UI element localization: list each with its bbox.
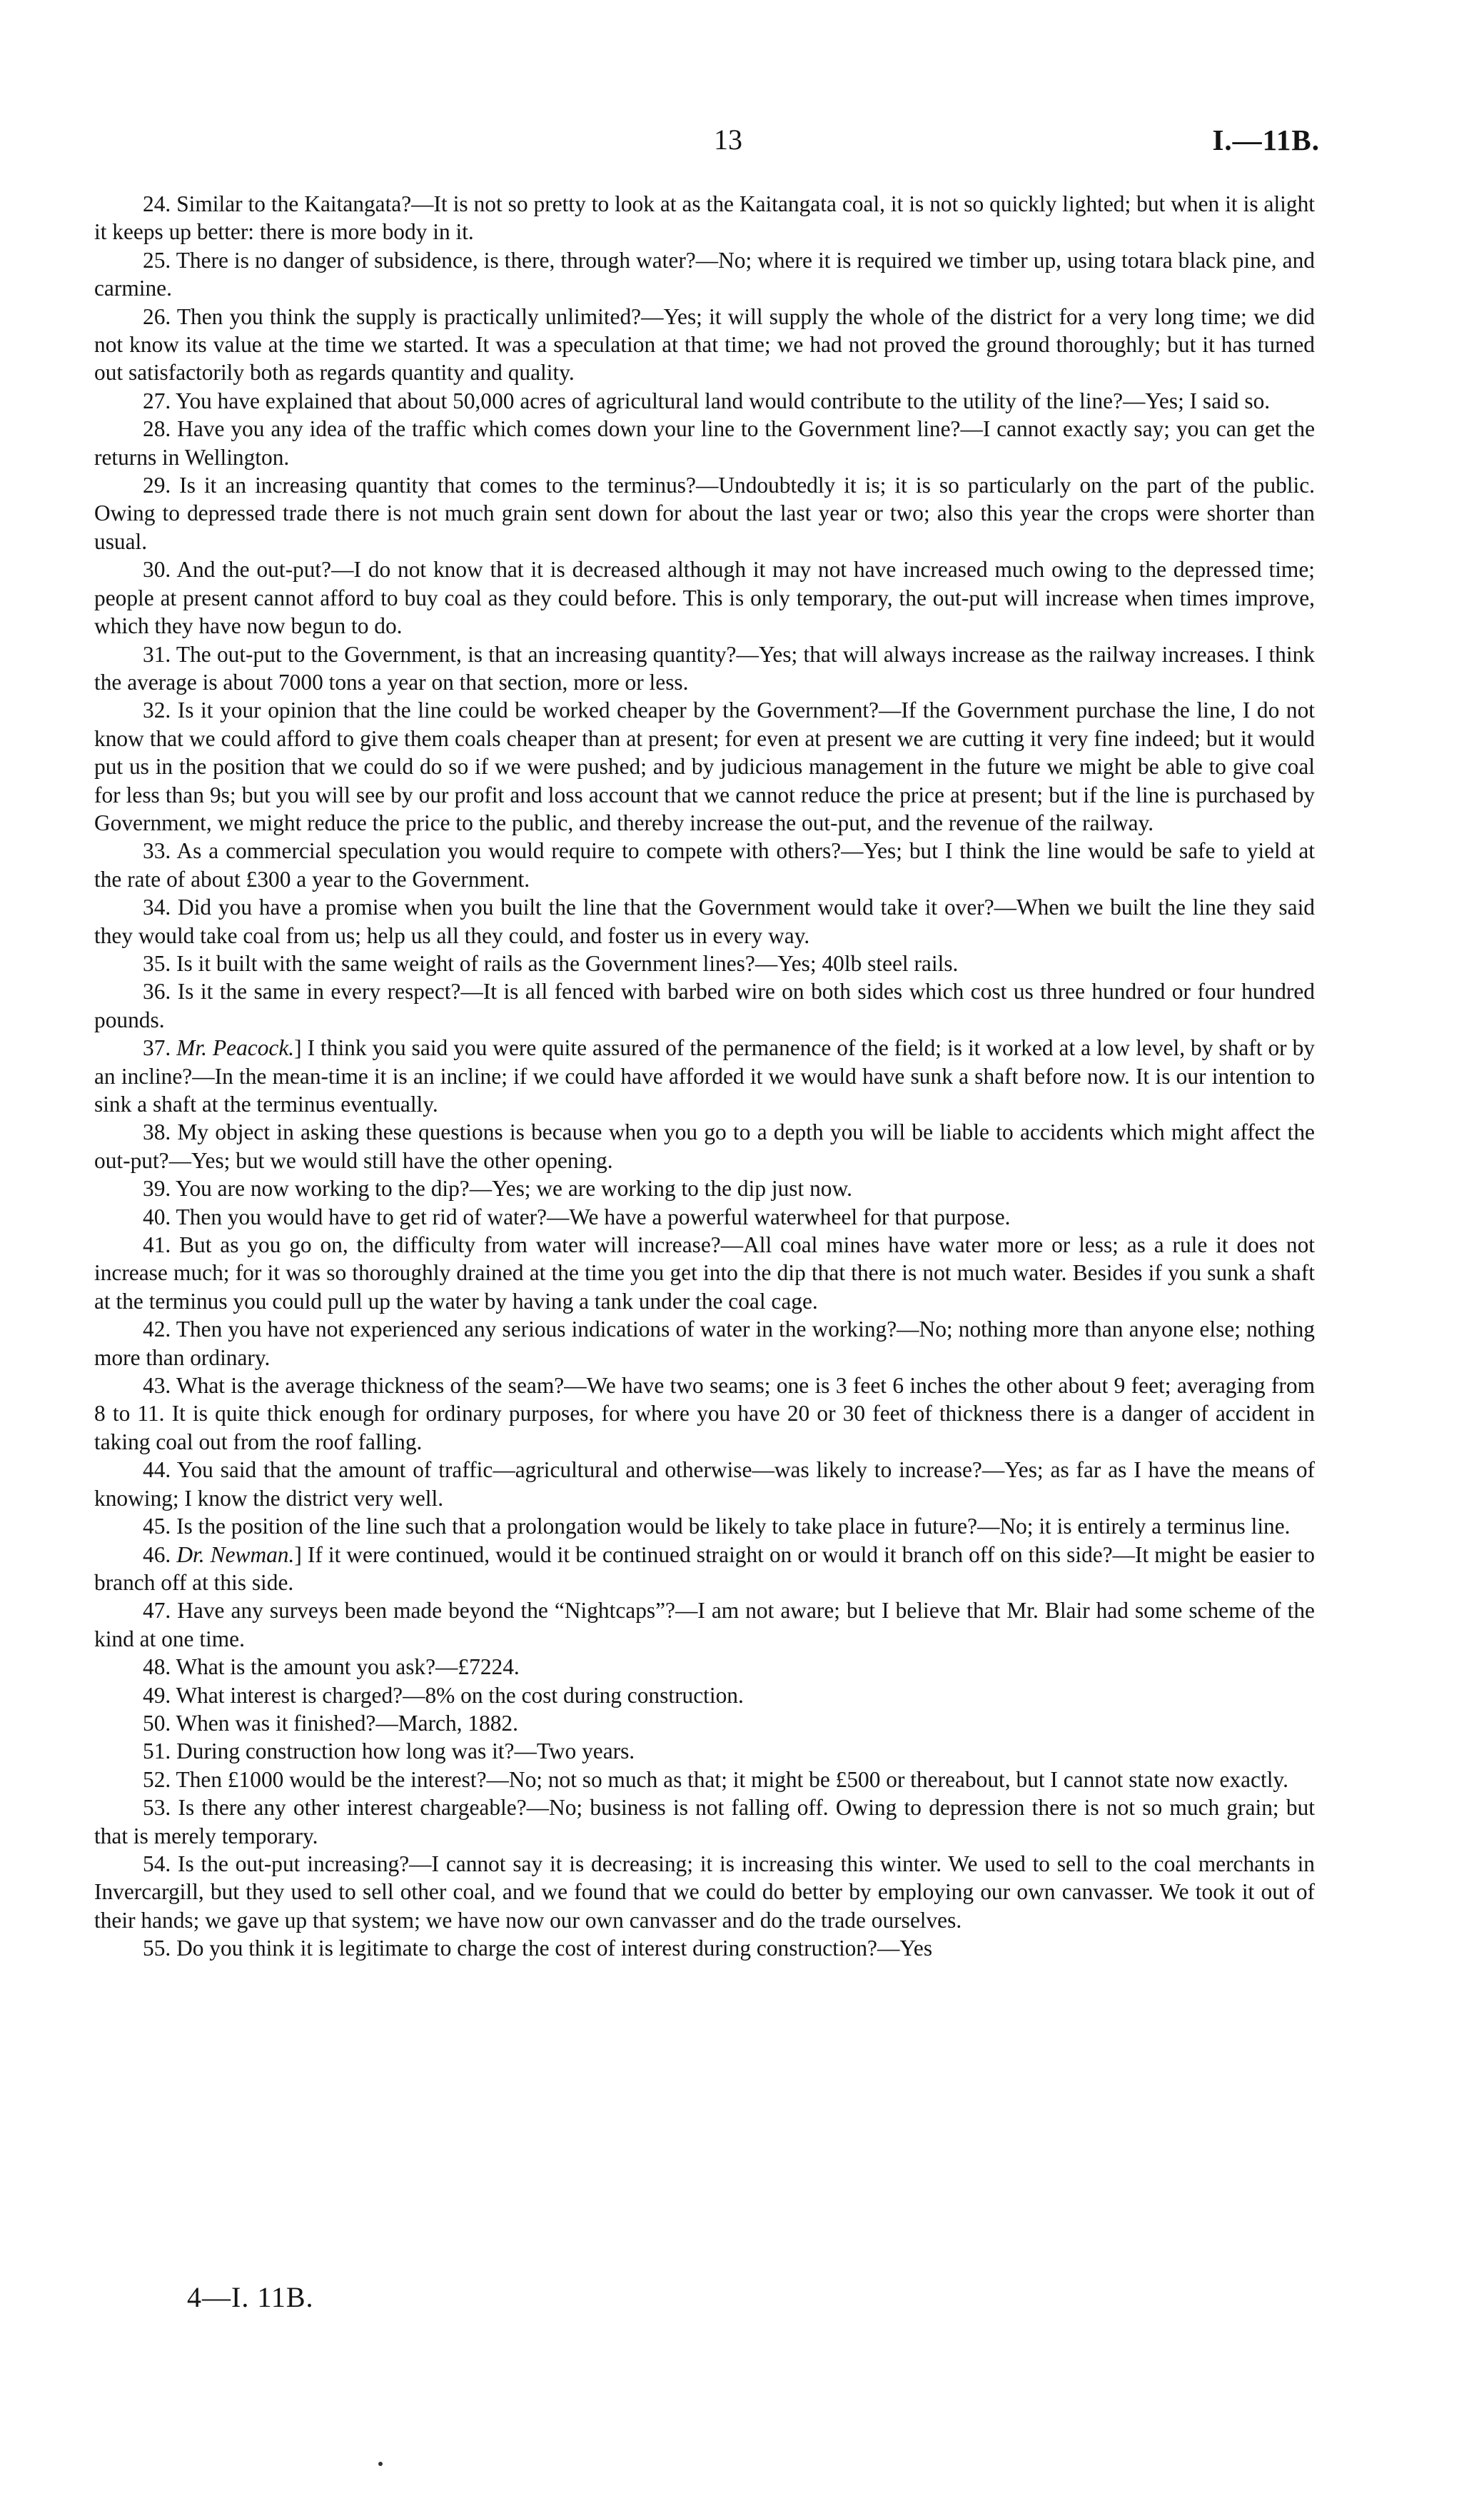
question-answer-paragraph (94, 555, 1315, 640)
paragraph-text: ] I think you said you were quite assured of the permanence of the field; is it worked at a low level, by shaft or by an incline?—In the mean-time it is an incline; if we could have afforded it we would have sunk a shaft before now. It is our intention to sink a shaft at the terminus eventually. (94, 1035, 1315, 1117)
paragraph-text: 33. As a commercial speculation you would require to compete with others?—Yes; but I think the line would be safe to yield at the rate of about £300 a year to the Government. (94, 838, 1315, 892)
question-answer-paragraph (94, 1372, 1315, 1456)
paragraph-text: ] If it were continued, would it be continued straight on or would it branch off on this side?—It might be easier to branch off at this side. (94, 1541, 1315, 1595)
question-answer-paragraph (94, 1681, 1315, 1709)
paragraph-text: 51. During construction how long was it?—Two years. (143, 1738, 635, 1764)
speaker-name: Mr. Peacock. (176, 1035, 295, 1061)
paragraph-text: 43. What is the average thickness of the seam?—We have two seams; one is 3 feet 6 inches the other about 9 feet; averaging from 8 to 11. It is quite thick enough for ordinary purposes, for where you have 20 or 30 feet of thickness there is a danger of accident in taking coal out from the roof falling. (94, 1373, 1315, 1454)
question-answer-paragraph (94, 415, 1315, 471)
paragraph-text: 50. When was it finished?—March, 1882. (143, 1710, 518, 1736)
paragraph-text: 25. There is no danger of subsidence, is there, through water?—No; where it is required we timber up, using totara black pine, and carmine. (94, 247, 1315, 301)
question-answer-paragraph (94, 190, 1315, 246)
question-answer-paragraph (94, 471, 1315, 555)
question-answer-paragraph (94, 950, 1315, 977)
paragraph-text: 44. You said that the amount of traffic—agricultural and otherwise—was likely to increase?—Yes; as far as I have the means of knowing; I know the district very well. (94, 1457, 1315, 1511)
evidence-text (94, 190, 1315, 1963)
question-answer-paragraph (94, 696, 1315, 837)
question-answer-paragraph (94, 1934, 1315, 1962)
paragraph-text: 49. What interest is charged?—8% on the cost during construction. (143, 1682, 744, 1708)
question-answer-paragraph (94, 893, 1315, 950)
question-answer-paragraph (94, 1737, 1315, 1765)
paragraph-text: 34. Did you have a promise when you built the line that the Government would take it over?—When we built the line they said they would take coal from us; help us all they could, and foster us in every way. (94, 895, 1315, 948)
question-answer-paragraph (94, 1709, 1315, 1737)
question-answer-paragraph (94, 303, 1315, 387)
paragraph-text: 47. Have any surveys been made beyond the “Nightcaps”?—I am not aware; but I believe that Mr. Blair had some scheme of the kind at one time. (94, 1598, 1315, 1651)
paragraph-text: 27. You have explained that about 50,000 acres of agricultural land would contribute to the utility of the line?—Yes; I said so. (143, 388, 1271, 413)
question-answer-paragraph (94, 837, 1315, 893)
question-number: 46. (143, 1541, 177, 1567)
paragraph-text: 42. Then you have not experienced any serious indications of water in the working?—No; nothing more than anyone else; nothing more than ordinary. (94, 1317, 1315, 1370)
paragraph-text: 26. Then you think the supply is practically unlimited?—Yes; it will supply the whole of the district for a very long time; we did not know its value at the time we started. It was a speculation at that time; we had not proved the ground thoroughly; but it has turned out satisfactorily both as regards quantity and quality. (94, 303, 1315, 386)
paragraph-text: 29. Is it an increasing quantity that comes to the terminus?—Undoubtedly it is; it is so particularly on the part of the public. Owing to depressed trade there is not much grain sent down for about the last year or two; also this year the crops were shorter than usual. (94, 473, 1315, 554)
document-reference: I.—11B. (1212, 124, 1320, 156)
paragraph-text: 38. My object in asking these questions is because when you go to a depth you will be liable to accidents which might affect the out-put?—Yes; but we would still have the other opening. (94, 1119, 1315, 1173)
paragraph-text: 53. Is there any other interest chargeable?—No; business is not falling off. Owing to depression there is not so much grain; but that is merely temporary. (94, 1795, 1315, 1848)
paragraph-text: 40. Then you would have to get rid of water?—We have a powerful waterwheel for that purpose. (143, 1204, 1011, 1229)
page-number: 13 (714, 124, 742, 156)
paragraph-text: 55. Do you think it is legitimate to charge the cost of interest during construction?—Yes (143, 1936, 933, 1961)
question-answer-paragraph (94, 1203, 1315, 1231)
question-answer-paragraph (94, 387, 1315, 415)
paragraph-text: 41. But as you go on, the difficulty from water will increase?—All coal mines have water more or less; as a rule it does not increase much; for it was so thoroughly drained at the time you get into the dip that there is not much water. Besides if you sunk a shaft at the terminus you could pull up the water by having a tank under the coal cage. (94, 1232, 1315, 1314)
question-number: 37. (143, 1035, 177, 1061)
paragraph-text: 36. Is it the same in every respect?—It is all fenced with barbed wire on both sides which cost us three hundred or four hundred pounds. (94, 979, 1315, 1032)
paragraph-text: 32. Is it your opinion that the line could be worked cheaper by the Government?—If the Government purchase the line, I do not know that we could afford to give them coals cheaper than at present; for even at present we are cutting it very fine indeed; but it would put us in the position that we could do so if we were pushed; and by judicious management in the future we might be able to give coal for less than 9s; but you will see by our profit and loss account that we cannot reduce the price at present; but if the line is purchased by Government, we might reduce the price to the public, and thereby increase the out-put, and the revenue of the railway. (94, 698, 1315, 835)
question-answer-paragraph (94, 1793, 1315, 1850)
question-answer-paragraph (94, 1231, 1315, 1315)
question-answer-paragraph (94, 1034, 1315, 1118)
question-answer-paragraph (94, 1541, 1315, 1597)
question-answer-paragraph (94, 640, 1315, 697)
paragraph-text: 54. Is the out-put increasing?—I cannot say it is decreasing; it is increasing this winter. We used to sell to the coal merchants in Invercargill, but they used to sell other coal, and we found that we could do better by employing our own canvasser. We took it out of their hands; we gave up that system; we have now our own canvasser and do the trade ourselves. (94, 1851, 1315, 1933)
question-answer-paragraph (94, 1456, 1315, 1512)
paragraph-text: 28. Have you any idea of the traffic which comes down your line to the Government line?—I cannot exactly say; you can get the returns in Wellington. (94, 416, 1315, 470)
sheet-signature: 4—I. 11B. (187, 2281, 314, 2313)
question-answer-paragraph (94, 977, 1315, 1034)
paragraph-text: 35. Is it built with the same weight of rails as the Government lines?—Yes; 40lb steel rails. (143, 950, 959, 976)
speaker-name: Dr. Newman. (176, 1541, 295, 1567)
question-answer-paragraph (94, 1512, 1315, 1540)
paragraph-text: 48. What is the amount you ask?—£7224. (143, 1654, 520, 1680)
question-answer-paragraph (94, 246, 1315, 303)
question-answer-paragraph (94, 1118, 1315, 1174)
question-answer-paragraph (94, 1174, 1315, 1202)
question-answer-paragraph (94, 1653, 1315, 1681)
question-answer-paragraph (94, 1850, 1315, 1934)
question-answer-paragraph (94, 1596, 1315, 1653)
paragraph-text: 39. You are now working to the dip?—Yes; we are working to the dip just now. (143, 1176, 852, 1202)
paragraph-text: 45. Is the position of the line such that a prolongation would be likely to take place in future?—No; it is entirely a terminus line. (143, 1514, 1291, 1539)
question-answer-paragraph (94, 1766, 1315, 1793)
question-answer-paragraph (94, 1315, 1315, 1372)
paragraph-text: 24. Similar to the Kaitangata?—It is not so pretty to look at as the Kaitangata coal, it is not so quickly lighted; but when it is alight it keeps up better: there is more body in it. (94, 191, 1315, 245)
paragraph-text: 31. The out-put to the Government, is that an increasing quantity?—Yes; that will always increase as the railway increases. I think the average is about 7000 tons a year on that section, more or less. (94, 641, 1315, 695)
paragraph-text: 52. Then £1000 would be the interest?—No; not so much as that; it might be £500 or thereabout, but I cannot state now exactly. (143, 1766, 1288, 1792)
paragraph-text: 30. And the out-put?—I do not know that it is decreased although it may not have increased much owing to the depressed time; people at present cannot afford to buy coal as they could before. This is only temporary, the out-put will increase when times improve, which they have now begun to do. (94, 557, 1315, 639)
ink-speck (378, 2462, 383, 2466)
